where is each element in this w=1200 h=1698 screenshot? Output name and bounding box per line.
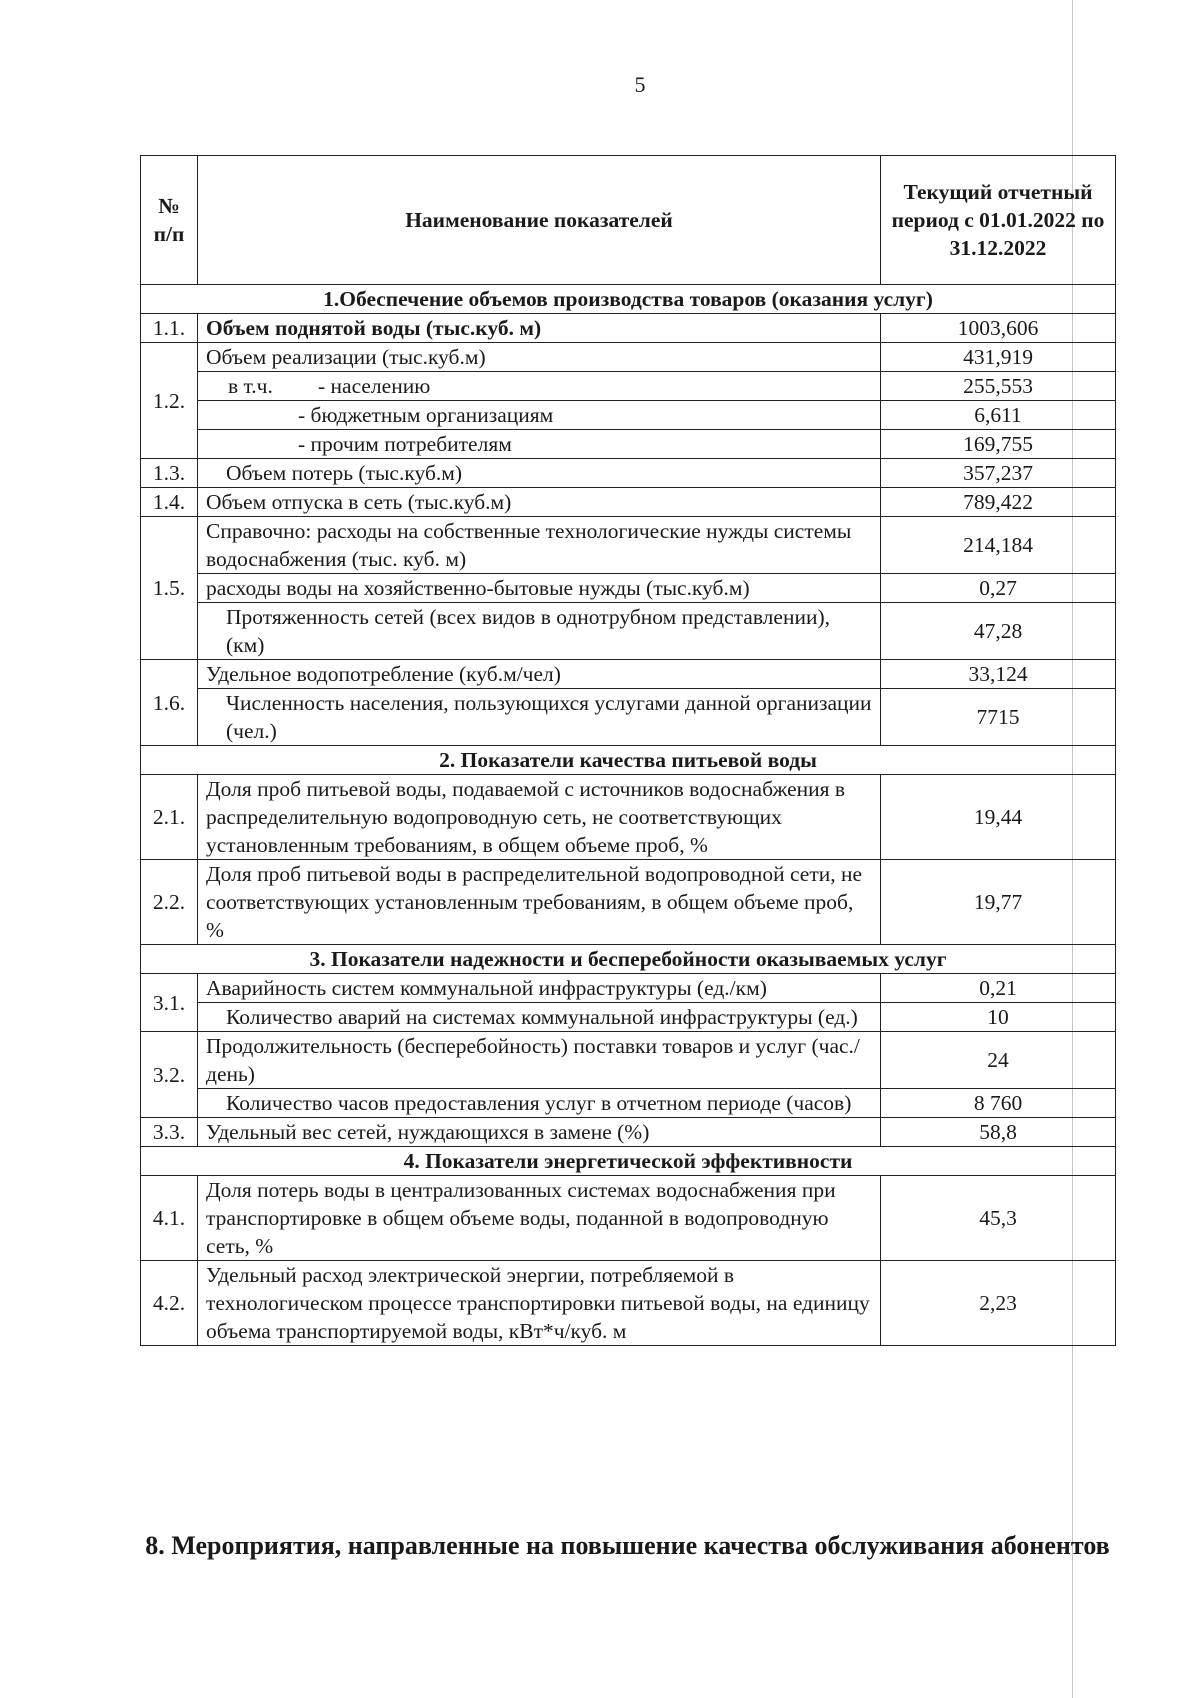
header-num: № п/п <box>141 156 198 285</box>
header-period: Текущий отчетный период с 01.01.2022 по 31.12.2022 <box>881 156 1116 285</box>
table-row <box>141 430 1116 459</box>
row-number: 3.2. <box>141 1032 198 1118</box>
page-number: 5 <box>634 72 646 97</box>
table-row <box>141 459 1116 488</box>
row-name: Протяженность сетей (всех видов в однотрубном представлении), (км) <box>198 603 881 660</box>
row-value: 169,755 <box>881 430 1116 459</box>
row-name: Справочно: расходы на собственные технологические нужды системы водоснабжения (тыс. куб. м) <box>198 517 881 574</box>
row-name: Количество часов предоставления услуг в отчетном периоде (часов) <box>198 1089 881 1118</box>
row-name: Удельный расход электрической энергии, потребляемой в технологическом процессе транспортировки питьевой воды, на единицу объема транспортируемой воды, кВт*ч/куб. м <box>198 1261 881 1346</box>
table-row <box>141 1089 1116 1118</box>
table-row <box>141 974 1116 1003</box>
header-name: Наименование показателей <box>198 156 881 285</box>
row-value: 1003,606 <box>881 314 1116 343</box>
table-row <box>141 1003 1116 1032</box>
row-name: Количество аварий на системах коммунальной инфраструктуры (ед.) <box>198 1003 881 1032</box>
section-row <box>141 945 1116 974</box>
table-row <box>141 1261 1116 1346</box>
section-2-title: 2. Показатели качества питьевой воды <box>141 746 1116 775</box>
row-number: 1.1. <box>141 314 198 343</box>
section-row <box>141 285 1116 314</box>
row-name: Удельный вес сетей, нуждающихся в замене (%) <box>198 1118 881 1147</box>
row-value: 2,23 <box>881 1261 1116 1346</box>
row-value: 47,28 <box>881 603 1116 660</box>
row-value: 45,3 <box>881 1176 1116 1261</box>
section-row <box>141 746 1116 775</box>
table-row <box>141 343 1116 372</box>
row-value: 24 <box>881 1032 1116 1089</box>
table-row <box>141 775 1116 860</box>
table-row <box>141 660 1116 689</box>
table-row <box>141 860 1116 945</box>
row-name: Доля проб питьевой воды, подаваемой с источников водоснабжения в распределительную водопроводную сеть, не соответствующих установленным требованиям, в общем объеме проб, % <box>198 775 881 860</box>
row-value: 789,422 <box>881 488 1116 517</box>
row-value: 255,553 <box>881 372 1116 401</box>
sub-prefix: в т.ч. <box>228 374 273 398</box>
sub-name: - населению <box>318 374 431 398</box>
table-row <box>141 603 1116 660</box>
section-1-title: 1.Обеспечение объемов производства товаров (оказания услуг) <box>141 285 1116 314</box>
row-name: Доля проб питьевой воды в распределительной водопроводной сети, не соответствующих установленным требованиям, в общем объеме проб, % <box>198 860 881 945</box>
row-number: 1.3. <box>141 459 198 488</box>
section-8-heading: 8. Мероприятия, направленные на повышение качества обслуживания абонентов <box>145 1531 1110 1560</box>
row-value: 58,8 <box>881 1118 1116 1147</box>
row-name: Удельное водопотребление (куб.м/чел) <box>198 660 881 689</box>
section-row <box>141 1147 1116 1176</box>
table-row <box>141 1118 1116 1147</box>
table-header-row <box>141 156 1116 285</box>
row-number: 3.1. <box>141 974 198 1032</box>
row-value: 0,27 <box>881 574 1116 603</box>
row-number: 1.4. <box>141 488 198 517</box>
row-number: 1.5. <box>141 517 198 660</box>
table-row <box>141 372 1116 401</box>
row-value: 0,21 <box>881 974 1116 1003</box>
row-number: 3.3. <box>141 1118 198 1147</box>
row-value: 214,184 <box>881 517 1116 574</box>
row-value: 7715 <box>881 689 1116 746</box>
row-value: 33,124 <box>881 660 1116 689</box>
row-value: 19,77 <box>881 860 1116 945</box>
row-value: 6,611 <box>881 401 1116 430</box>
row-name: - бюджетным организациям <box>198 401 881 430</box>
row-value: 431,919 <box>881 343 1116 372</box>
row-name: Объем потерь (тыс.куб.м) <box>198 459 881 488</box>
row-value: 19,44 <box>881 775 1116 860</box>
row-name: расходы воды на хозяйственно-бытовые нужды (тыс.куб.м) <box>198 574 881 603</box>
row-number: 4.2. <box>141 1261 198 1346</box>
section-4-title: 4. Показатели энергетической эффективности <box>141 1147 1116 1176</box>
row-number: 2.2. <box>141 860 198 945</box>
table-row <box>141 1176 1116 1261</box>
indicators-table <box>140 155 1116 1346</box>
row-name: Объем отпуска в сеть (тыс.куб.м) <box>198 488 881 517</box>
row-value: 357,237 <box>881 459 1116 488</box>
row-name: Объем реализации (тыс.куб.м) <box>198 343 881 372</box>
row-number: 2.1. <box>141 775 198 860</box>
row-name <box>198 372 881 401</box>
row-name: - прочим потребителям <box>198 430 881 459</box>
table-row <box>141 517 1116 574</box>
section-3-title: 3. Показатели надежности и бесперебойности оказываемых услуг <box>141 945 1116 974</box>
row-value: 10 <box>881 1003 1116 1032</box>
row-name: Численность населения, пользующихся услугами данной организации (чел.) <box>198 689 881 746</box>
row-number: 1.6. <box>141 660 198 746</box>
row-number: 4.1. <box>141 1176 198 1261</box>
row-value: 8 760 <box>881 1089 1116 1118</box>
table-row <box>141 1032 1116 1089</box>
row-name: Объем поднятой воды (тыс.куб. м) <box>198 314 881 343</box>
table-row <box>141 488 1116 517</box>
table-row <box>141 574 1116 603</box>
table-row <box>141 689 1116 746</box>
row-number: 1.2. <box>141 343 198 459</box>
row-name: Продолжительность (бесперебойность) поставки товаров и услуг (час./день) <box>198 1032 881 1089</box>
row-name: Доля потерь воды в централизованных системах водоснабжения при транспортировке в общем объеме воды, поданной в водопроводную сеть, % <box>198 1176 881 1261</box>
table-row <box>141 314 1116 343</box>
row-name: Аварийность систем коммунальной инфраструктуры (ед./км) <box>198 974 881 1003</box>
table-row <box>141 401 1116 430</box>
